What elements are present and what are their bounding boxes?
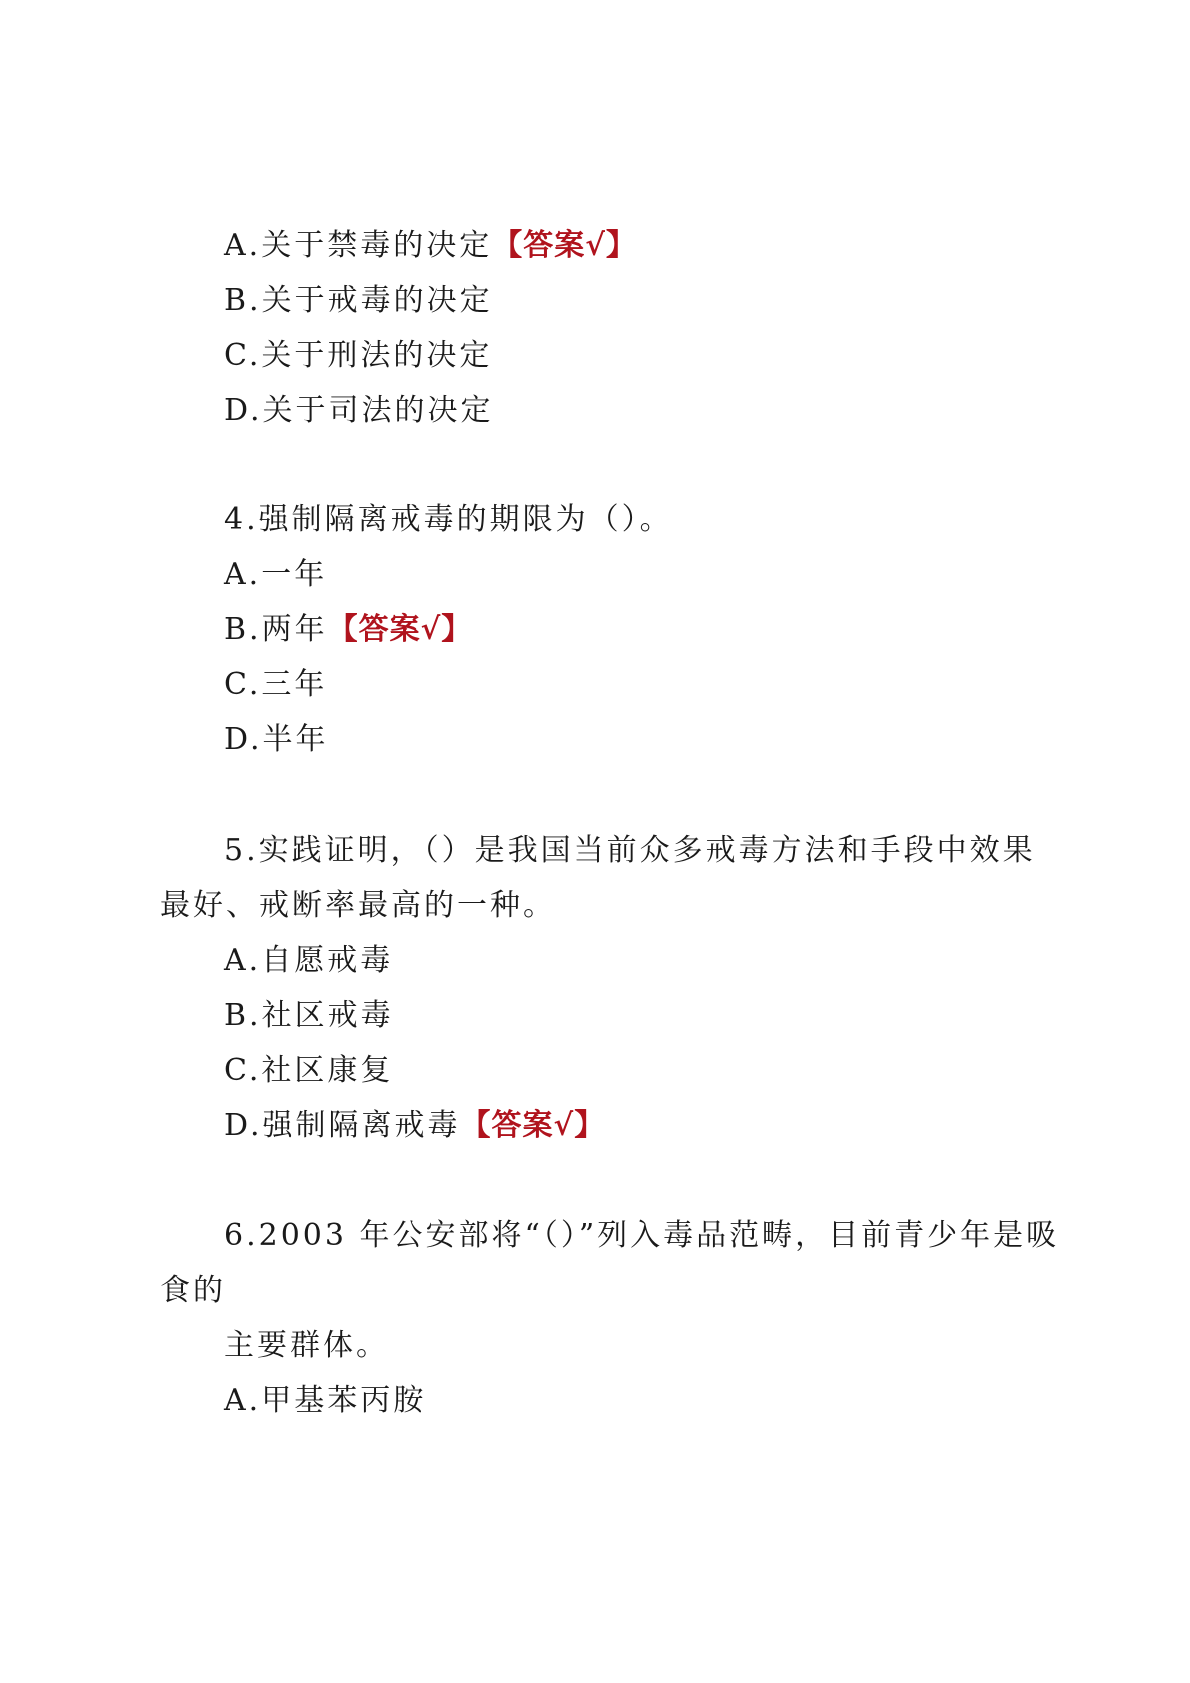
q4-stem — [224, 500, 673, 540]
option-text: A.自愿戒毒 — [224, 943, 394, 978]
option-text: B.社区戒毒 — [224, 998, 394, 1033]
answer-marker: 【答案√】 — [460, 1108, 606, 1143]
question-text: 6.2003 年公安部将“（）”列入毒品范畴，目前青少年是吸 — [224, 1218, 1060, 1253]
q3-option-a — [224, 226, 637, 266]
q6-stem-line3 — [224, 1326, 389, 1366]
option-text: C.三年 — [224, 667, 328, 702]
option-text: D.半年 — [224, 722, 329, 757]
answer-marker: 【答案√】 — [492, 228, 637, 263]
option-text: B.两年 — [224, 612, 328, 647]
option-text: C.社区康复 — [224, 1053, 394, 1088]
q6-stem-line1 — [224, 1216, 1059, 1256]
answer-marker: 【答案√】 — [327, 612, 473, 647]
option-text: B.关于戒毒的决定 — [224, 283, 493, 318]
question-text: 最好、戒断率最高的一种。 — [160, 888, 556, 923]
q4-option-d — [224, 720, 329, 760]
q4-option-b — [224, 610, 472, 650]
option-text: A.关于禁毒的决定 — [224, 228, 493, 263]
q6-stem-line2 — [160, 1271, 226, 1311]
q5-stem-line1 — [224, 831, 1036, 871]
option-text: C.关于刑法的决定 — [224, 338, 493, 373]
q3-option-c — [224, 336, 492, 376]
q4-option-a — [224, 555, 327, 595]
option-text: D.关于司法的决定 — [224, 393, 494, 428]
option-text: A.一年 — [224, 557, 328, 592]
q5-stem-line2 — [160, 886, 556, 926]
q5-option-d — [224, 1106, 605, 1146]
q5-option-c — [224, 1051, 393, 1091]
q3-option-d — [224, 391, 494, 431]
question-text: 5.实践证明，（）是我国当前众多戒毒方法和手段中效果 — [224, 833, 1036, 868]
q5-option-b — [224, 996, 394, 1036]
q3-option-b — [224, 281, 493, 321]
question-text: 食的 — [160, 1273, 226, 1308]
question-text: 4.强制隔离戒毒的期限为（）。 — [224, 502, 673, 537]
option-text: D.强制隔离戒毒 — [224, 1108, 461, 1143]
q5-option-a — [224, 941, 393, 981]
option-text: A.甲基苯丙胺 — [224, 1383, 427, 1418]
q6-option-a — [224, 1381, 426, 1421]
question-text: 主要群体。 — [224, 1328, 389, 1363]
q4-option-c — [224, 665, 327, 705]
